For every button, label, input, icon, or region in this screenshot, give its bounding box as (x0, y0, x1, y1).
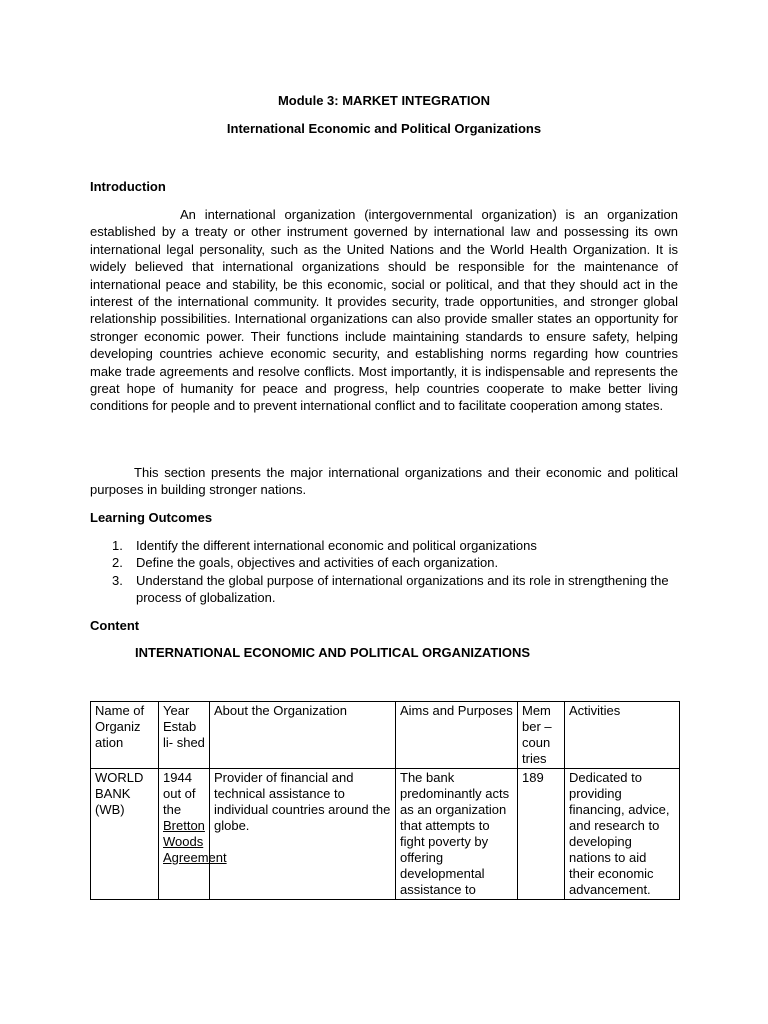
cell-activities: Dedicated to providing financing, advice, and research to developing nations to aid their economic advancement. (565, 769, 680, 900)
header-name: Name of Organiz ation (91, 702, 159, 769)
page-subtitle: International Economic and Political Organizations (226, 121, 542, 136)
table-header-row (91, 702, 680, 769)
header-about: About the Organization (210, 702, 396, 769)
module-title: Module 3: MARKET INTEGRATION (277, 93, 491, 108)
header-members: Mem ber – coun tries (518, 702, 565, 769)
list-item: 1. Identify the different international economic and political organizations (112, 538, 537, 553)
cell-aims: The bank predominantly acts as an organization that attempts to fight poverty by offering developmental assistance to (396, 769, 518, 900)
organizations-table (90, 701, 680, 900)
introduction-heading: Introduction (90, 179, 166, 194)
content-heading: Content (90, 618, 140, 633)
learning-outcomes-heading: Learning Outcomes (90, 510, 213, 525)
cell-members: 189 (518, 769, 565, 900)
list-item: 2. Define the goals, objectives and activities of each organization. (112, 555, 499, 571)
table-title: INTERNATIONAL ECONOMIC AND POLITICAL ORGANIZATIONS (135, 645, 531, 660)
section-note-paragraph (90, 464, 678, 499)
cell-about: Provider of financial and technical assistance to individual countries around the globe. (210, 769, 396, 900)
header-year: Year Estab li- shed (159, 702, 210, 769)
introduction-text: An international organization (intergovernmental organization) is an organization established by a treaty or other instrument governed by international law and possessing its own international legal personality, such as the United Nations and the World Health Organization. It is widely believed that international organizations should be responsible for the maintenance of international peace and stability, be this economic, social or political, and that they should act in the interest of the international community. It provides security, trade opportunities, and stronger global relationship possibilities. International organizations can also provide smaller states an opportunity for stronger economic power. Their functions include maintaining standards to ensure safety, helping developing countries achieve economic security, and establishing norms regarding how countries make trade agreements and resolve conflicts. Most importantly, it is indispensable and represents the great hope of humanity for peace and progress, help countries cooperate to make better living conditions for people and to prevent international conflict and to facilitate cooperation among states. (90, 207, 678, 414)
learning-outcomes-list (112, 537, 682, 607)
cell-year: 1944 out of the Bretton Woods Agreement (159, 769, 210, 900)
table-row (91, 769, 680, 900)
section-note-text: This section presents the major international organizations and their economic and political purposes in building stronger nations. (90, 465, 678, 498)
introduction-paragraph (90, 206, 678, 415)
header-aims: Aims and Purposes (396, 702, 518, 769)
header-activities: Activities (565, 702, 680, 769)
cell-name: WORLD BANK (WB) (91, 769, 159, 900)
list-item: 3. Understand the global purpose of international organizations and its role in strengthening the process of globalization. (112, 572, 669, 606)
bretton-woods-link[interactable]: Bretton Woods Agreement (163, 818, 227, 865)
